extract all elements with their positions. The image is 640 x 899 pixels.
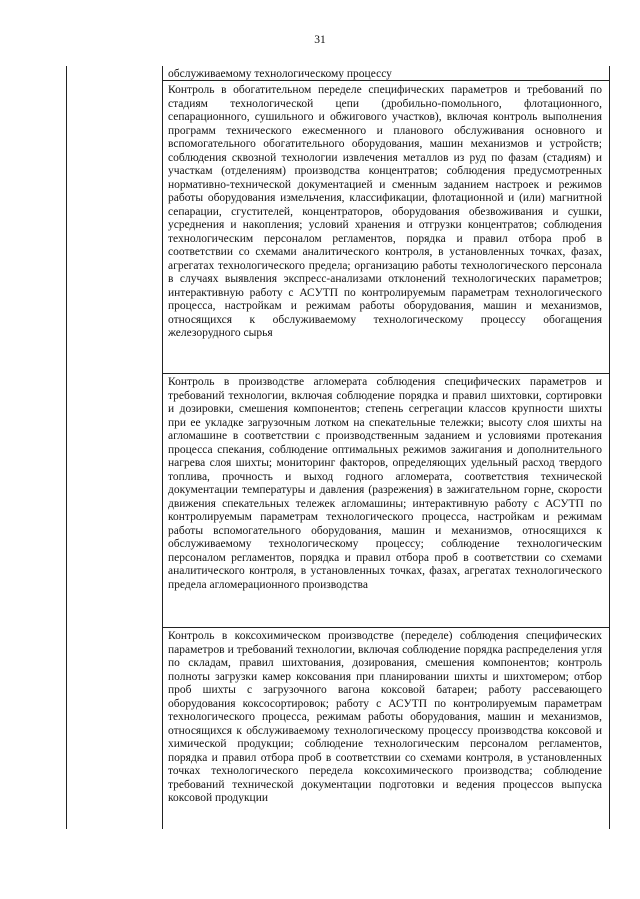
page-number: 31 [314,34,326,46]
table-right-border [609,66,610,829]
requirements-table [66,66,610,829]
table-cell-continuation: обслуживаемому технологическому процессу [168,68,392,80]
table-cell-coke-chemical-control: Контроль в коксохимическом производстве (переделе) соблюдения специфических параметров и требований технологии, включая соблюдение порядка распределения угля по складам, правил шихтования, дозирования, смешения компонентов; контроль полноты загрузки камер коксования при планировании шихты и шихтомером; отбор проб шихты с загрузочного вагона коксовой батареи; работу рассевающего оборудования коксосортировок; работу с АСУТП по контролируемым параметрам технологического процесса, режимам работы оборудования, машин и механизмов, относящихся к обслуживаемому технологическому процессу производства коксовой и химической продукции; соблюдение технологическим персоналом регламентов, порядка и правил отбора проб в соответствии со схемами контроля, в установленных точках технологического передела коксохимического производства; соблюдение требований технической документации подготовки и ведения процессов выпуска коксовой продукции [168,630,602,804]
row-divider [162,627,610,628]
table-cell-agglomerate-control: Контроль в производстве агломерата соблюдения специфических параметров и требований технологии, включая соблюдение порядка и правил шихтовки, сортировки и дозировки, смешения компонентов; степень сегрегации классов крупности шихты при ее укладке загрузочным лотком на спекательные тележки; высоту слоя шихты на агломашине в соответствии с производственным заданием и условиями протекания процесса спекания, соблюдение оптимальных режимов зажигания и дополнительного нагрева слоя шихты; мониторинг факторов, определяющих удельный расход твердого топлива, прочность и выход годного агломерата, соответствия технической документации температуры и давления (разрежения) в зажигательном горне, скорости движения спекательных тележек агломашины; интерактивную работу с АСУТП по контролируемым параметрам технологического процесса, настройкам и режимам работы вспомогательного оборудования, машин и механизмов, относящихся к обслуживаемому технологическому процессу; соблюдение технологическим персоналом регламентов, порядка и правил отбора проб в соответствии со схемами аналитического контроля, в установленных точках, фазах, агрегатах технологического предела агломерационного производства [168,376,602,591]
table-left-border [66,66,67,829]
table-column-divider [162,66,163,829]
table-cell-beneficiation-control: Контроль в обогатительном переделе специфических параметров и требований по стадиям технологической цепи (дробильно-помольного, флотационного, сепарационного, сушильного и обжигового участков), включая контроль выполнения программ технического ежесменного и планового обслуживания основного и вспомогательного обогатительного оборудования, машин механизмов и устройств; соблюдения сквозной технологии извлечения металлов из руд по фазам (стадиям) и участкам (отделениям) производства концентратов; соблюдения предусмотренных нормативно-технической документацией и сменным заданием настроек и режимов работы оборудования измельчения, классификации, флотационной и (или) магнитной сепарации, сгустителей, концентраторов, оборудования обезвоживания и сушки, усреднения и накопления; условий хранения и отгрузки концентратов; соблюдения технологическим персоналом регламентов, порядка и правил отбора проб в соответствии со схемами аналитического контроля, в установленных точках, фазах, агрегатах технологического предела; организацию работы технологического персонала в случаях выявления экспресс-анализами отклонений технологических параметров; интерактивную работу с АСУТП по контролируемым параметрам технологического процесса, настройкам и режимам работы оборудования, машин и механизмов, относящихся к обслуживаемому технологическому процессу обогащения железорудного сырья [168,84,602,339]
